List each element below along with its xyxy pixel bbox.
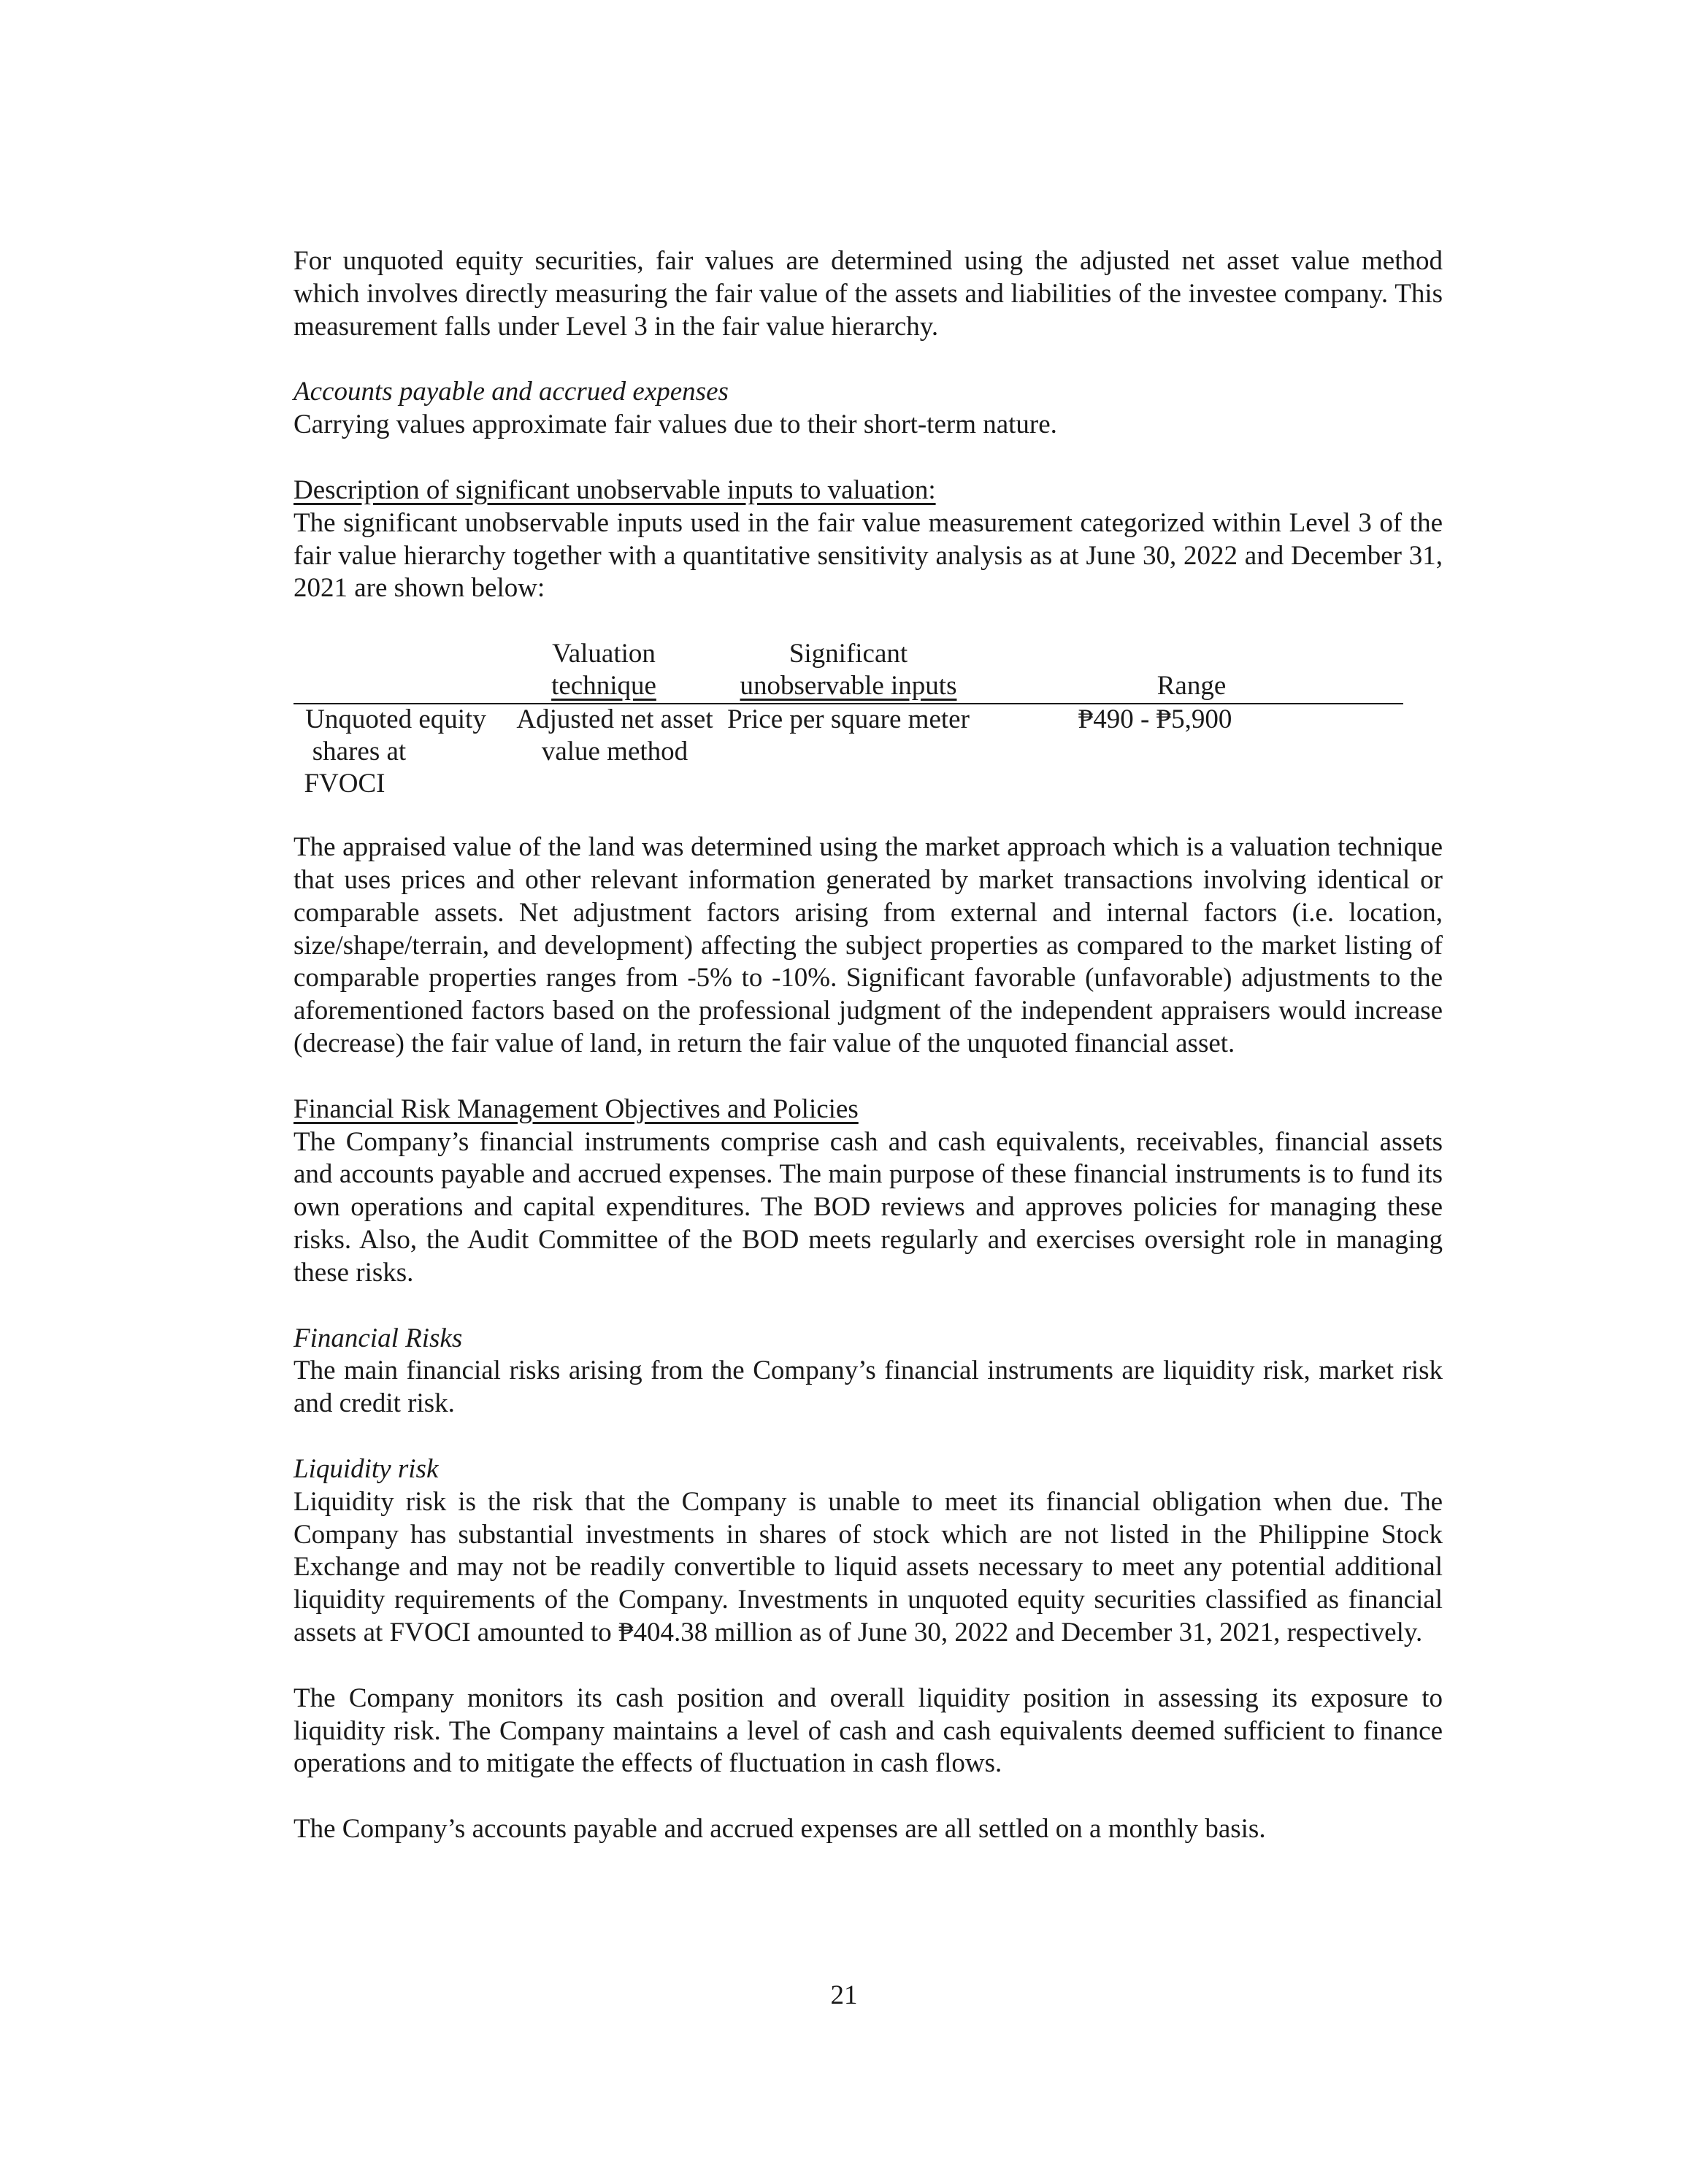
- row-technique-line1: Adjusted net asset: [516, 704, 713, 735]
- heading-financial-risk-management: Financial Risk Management Objectives and Policies: [294, 1093, 859, 1124]
- row-item-line1: Unquoted equity: [305, 704, 486, 735]
- row-input: Price per square meter: [727, 704, 970, 735]
- header-valuation-line1: Valuation: [552, 639, 656, 669]
- paragraph-accounts-payable: Carrying values approximate fair values due to their short-term nature.: [294, 410, 1057, 440]
- paragraph-unquoted-equity: For unquoted equity securities, fair values are determined using the adjusted net asset value method which involves directly measuring the fair value of the assets and liabilities of the investee company. This measurement falls under Level 3 in the fair value hierarchy.: [294, 246, 1443, 342]
- header-significant-line1: Significant: [789, 639, 908, 669]
- page-number: 21: [830, 1980, 858, 2010]
- paragraph-financial-risk-management: The Company’s financial instruments comprise cash and cash equivalents, receivables, financial assets and accounts payable and accrued expenses. The main purpose of these financial instruments is to fund its own operations and capital expenditures. The BOD reviews and approves policies for managing these risks. Also, the Audit Committee of the BOD meets regularly and exercises oversight role in managing these risks.: [294, 1126, 1443, 1288]
- paragraph-financial-risks: The main financial risks arising from the Company’s financial instruments are liquidity risk, market risk and credit risk.: [294, 1356, 1443, 1419]
- row-item-line3: FVOCI: [304, 769, 385, 799]
- heading-accounts-payable: Accounts payable and accrued expenses: [294, 377, 729, 407]
- row-item-line2: shares at: [312, 737, 407, 767]
- paragraph-monthly-settlement: The Company’s accounts payable and accrued expenses are all settled on a monthly basis.: [294, 1814, 1266, 1845]
- row-range: ₱490 - ₱5,900: [1078, 704, 1232, 735]
- paragraph-liquidity-risk: Liquidity risk is the risk that the Company is unable to meet its financial obligation when due. The Company has substantial investments in shares of stock which are not listed in the Philippine Stock Exchange and may not be readily convertible to liquid assets necessary to meet any potential additional liquidity requirements of the Company. Investments in unquoted equity securities classified as financial assets at FVOCI amounted to ₱404.38 million as of June 30, 2022 and December 31, 2021, respectively.: [294, 1486, 1443, 1647]
- header-significant-line2: unobservable inputs: [740, 671, 957, 701]
- heading-description: Description of significant unobservable inputs to valuation:: [294, 474, 936, 505]
- header-valuation-line2: technique: [551, 671, 656, 701]
- document-body: [294, 245, 1443, 1846]
- heading-liquidity-risk: Liquidity risk: [294, 1453, 439, 1484]
- valuation-inputs-table: [294, 638, 1403, 799]
- paragraph-description: The significant unobservable inputs used in the fair value measurement categorized within Level 3 of the fair value hierarchy together with a quantitative sensitivity analysis as at June 30, 2022 and December 31, 2021 are shown below:: [294, 507, 1443, 604]
- paragraph-cash-monitoring: The Company monitors its cash position and overall liquidity position in assessing its exposure to liquidity risk. The Company maintains a level of cash and cash equivalents deemed sufficient to finance operations and to mitigate the effects of fluctuation in cash flows.: [294, 1683, 1443, 1779]
- heading-financial-risks: Financial Risks: [294, 1323, 463, 1353]
- paragraph-appraised-value: The appraised value of the land was determined using the market approach which is a valuation technique that uses prices and other relevant information generated by market transactions involving identical or comparable assets. Net adjustment factors arising from external and internal factors (i.e. location, size/shape/terrain, and development) affecting the subject properties as compared to the market listing of comparable properties ranges from -5% to -10%. Significant favorable (unfavorable) adjustments to the aforementioned factors based on the professional judgment of the independent appraisers would increase (decrease) the fair value of land, in return the fair value of the unquoted financial asset.: [294, 832, 1443, 1058]
- header-range: Range: [1156, 671, 1227, 701]
- row-technique-line2: value method: [541, 737, 688, 767]
